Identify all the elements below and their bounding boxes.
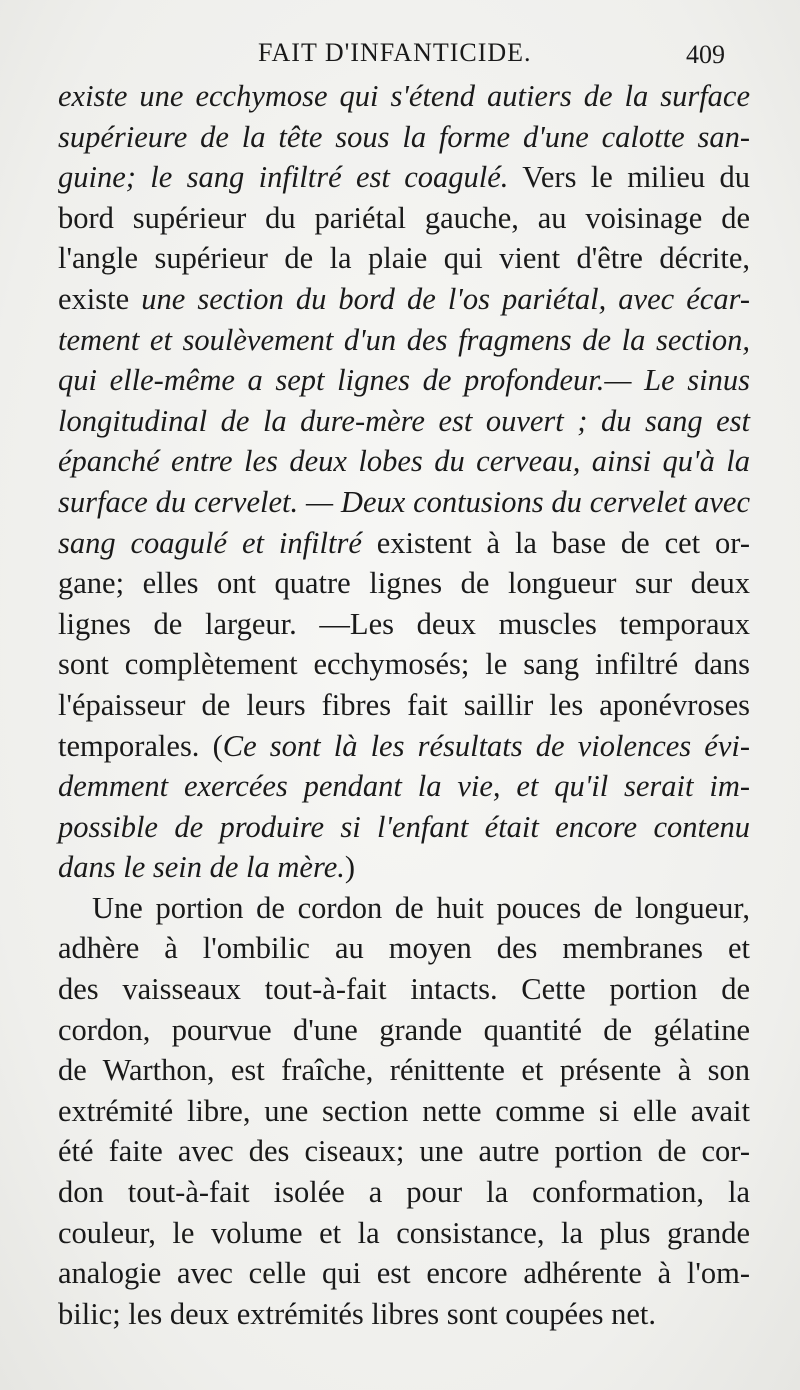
roman-text: sont complètement ecchymosés; le sang infiltré dans (58, 647, 750, 682)
text-line (58, 1253, 750, 1294)
italic-text: une section du bord de l'os pariétal, avec écar- (141, 281, 750, 316)
roman-text: gane; elles ont quatre lignes de longueur sur deux (58, 566, 750, 601)
text-line (58, 76, 750, 117)
roman-text: de Warthon, est fraîche, rénittente et présente à son (58, 1053, 750, 1088)
text-line (58, 320, 750, 361)
text-line (58, 604, 750, 645)
italic-text: épanché entre les deux lobes du cerveau, ainsi qu'à la (58, 444, 750, 479)
roman-text: lignes de largeur. —Les deux muscles temporaux (58, 606, 750, 641)
text-line (58, 726, 750, 767)
text-line (58, 360, 750, 401)
text-line (58, 482, 750, 523)
roman-text: analogie avec celle qui est encore adhérente à l'om- (58, 1256, 750, 1291)
text-line (58, 1050, 750, 1091)
text-line (58, 1131, 750, 1172)
italic-text: surface du cervelet. — Deux contusions du cervelet avec (58, 484, 750, 519)
italic-text: existe une ecchymose qui s'étend autiers de la surface (58, 79, 750, 113)
text-line (58, 969, 750, 1010)
roman-text: été faite avec des ciseaux; une autre portion de cor- (58, 1134, 750, 1169)
text-line (58, 685, 750, 726)
running-title: FAIT D'INFANTICIDE. (258, 38, 532, 67)
roman-text: extrémité libre, une section nette comme si elle avait (58, 1093, 750, 1128)
text-line (58, 157, 750, 198)
roman-text: existent à la base de cet or- (361, 525, 750, 560)
text-line (58, 807, 750, 848)
text-line (58, 238, 750, 279)
italic-text: tement et soulèvement d'un des fragmens de la section, (58, 322, 750, 357)
text-line (58, 1172, 750, 1213)
roman-text: des vaisseaux tout-à-fait intacts. Cette portion de (58, 972, 750, 1007)
text-line (58, 1091, 750, 1132)
italic-text: sang coagulé et infiltré (58, 525, 362, 560)
text-line (58, 1213, 750, 1254)
italic-text: Ce sont là les résultats de violences évi- (222, 728, 751, 763)
body-text (58, 76, 750, 1334)
italic-text: dans le sein de la mère. (58, 850, 345, 885)
text-line (58, 1010, 750, 1051)
text-line (58, 847, 750, 888)
roman-text: existe (58, 281, 142, 316)
text-line (58, 117, 750, 158)
roman-text: l'épaisseur de leurs fibres fait saillir les aponévroses (58, 687, 750, 722)
text-line (58, 441, 750, 482)
text-line (58, 279, 750, 320)
italic-text: longitudinal de la dure-mère est ouvert ; du sang est (58, 403, 750, 438)
italic-text: demment exercées pendant la vie, et qu'il serait im- (58, 769, 750, 804)
roman-text: Une portion de cordon de huit pouces de longueur, (92, 890, 750, 925)
roman-text: temporales. ( (58, 728, 223, 763)
text-line (58, 1294, 750, 1335)
roman-text: bord supérieur du pariétal gauche, au voisinage de (58, 200, 750, 235)
roman-text: ) (344, 850, 356, 885)
text-line (58, 644, 750, 685)
italic-text: guine; le sang infiltré est coagulé. (58, 160, 509, 195)
roman-text: couleur, le volume et la consistance, la plus grande (58, 1215, 750, 1250)
roman-text: Vers le milieu du (508, 160, 750, 195)
text-line (58, 888, 750, 929)
text-line (58, 766, 750, 807)
running-head (0, 38, 800, 78)
text-line (58, 563, 750, 604)
text-line (58, 198, 750, 239)
roman-text: adhère à l'ombilic au moyen des membranes et (58, 931, 750, 966)
text-line (58, 523, 750, 564)
page-number: 409 (686, 40, 725, 69)
text-line (58, 928, 750, 969)
roman-text: bilic; les deux extrémités libres sont coupées net. (58, 1296, 656, 1331)
italic-text: supérieure de la tête sous la forme d'une calotte san- (58, 119, 750, 154)
roman-text: don tout-à-fait isolée a pour la conformation, la (58, 1175, 750, 1210)
roman-text: l'angle supérieur de la plaie qui vient d'être décrite, (58, 241, 750, 276)
italic-text: qui elle-même a sept lignes de profondeur.— Le sinus (58, 363, 750, 398)
text-line (58, 401, 750, 442)
italic-text: possible de produire si l'enfant était encore contenu (58, 809, 750, 844)
roman-text: cordon, pourvue d'une grande quantité de gélatine (58, 1012, 750, 1047)
